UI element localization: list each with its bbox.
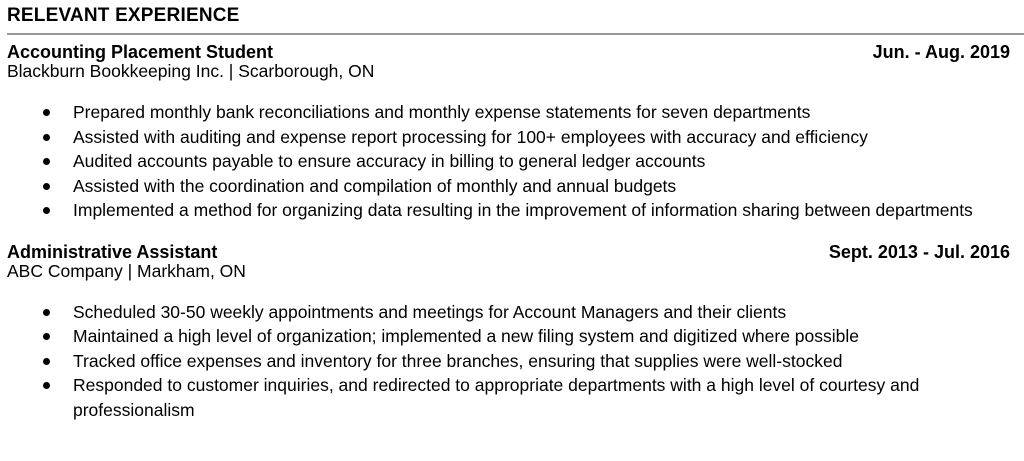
job-bullet: [7, 125, 1014, 150]
job-title: Accounting Placement Student: [7, 42, 274, 62]
job-bullet: [7, 198, 1014, 223]
job-company-location: Blackburn Bookkeeping Inc. | Scarborough, ON: [7, 61, 375, 81]
bullet-text: Scheduled 30-50 weekly appointments and meetings for Account Managers and their clients: [73, 301, 787, 322]
section-divider: [7, 33, 1024, 35]
job-bullet: [7, 300, 1014, 325]
bullet-icon: [43, 358, 50, 365]
bullet-icon: [43, 158, 50, 165]
bullet-icon: [43, 309, 50, 316]
job-bullet-list: [7, 300, 1024, 423]
job-entry: [7, 243, 1024, 423]
job-header: [7, 243, 1024, 262]
job-dates: Jun. - Aug. 2019: [872, 42, 1010, 62]
job-bullet: [7, 174, 1014, 199]
job-header: [7, 43, 1024, 62]
bullet-text: Responded to customer inquiries, and redirected to appropriate departments with a high level of courtesy and professionalism: [73, 375, 920, 420]
bullet-text: Maintained a high level of organization; implemented a new filing system and digitized where possible: [73, 326, 860, 346]
bullet-text: Assisted with auditing and expense report processing for 100+ employees with accuracy and efficiency: [73, 126, 868, 147]
job-title: Administrative Assistant: [7, 241, 218, 262]
experience-section: [7, 6, 1024, 422]
job-bullet: [7, 100, 1014, 125]
job-bullet: [7, 324, 1014, 349]
bullet-icon: [43, 207, 50, 214]
bullet-icon: [43, 382, 50, 389]
job-bullet: [7, 349, 1014, 374]
bullet-text: Implemented a method for organizing data resulting in the improvement of information sharing between departments: [73, 200, 973, 220]
job-company-location: ABC Company | Markham, ON: [7, 260, 246, 281]
section-title: RELEVANT EXPERIENCE: [7, 5, 240, 26]
job-entry: [7, 43, 1024, 223]
bullet-icon: [43, 333, 50, 340]
bullet-text: Prepared monthly bank reconciliations and monthly expense statements for seven departments: [73, 102, 811, 122]
bullet-text: Audited accounts payable to ensure accuracy in billing to general ledger accounts: [73, 151, 706, 171]
bullet-icon: [43, 109, 50, 116]
bullet-text: Assisted with the coordination and compilation of monthly and annual budgets: [73, 175, 677, 196]
job-bullet: [7, 373, 1014, 422]
job-bullet-list: [7, 100, 1024, 223]
job-dates: Sept. 2013 - Jul. 2016: [828, 241, 1010, 262]
bullet-icon: [43, 134, 50, 141]
bullet-text: Tracked office expenses and inventory for three branches, ensuring that supplies were well-stocked: [73, 350, 843, 371]
bullet-icon: [43, 183, 50, 190]
job-bullet: [7, 149, 1014, 174]
